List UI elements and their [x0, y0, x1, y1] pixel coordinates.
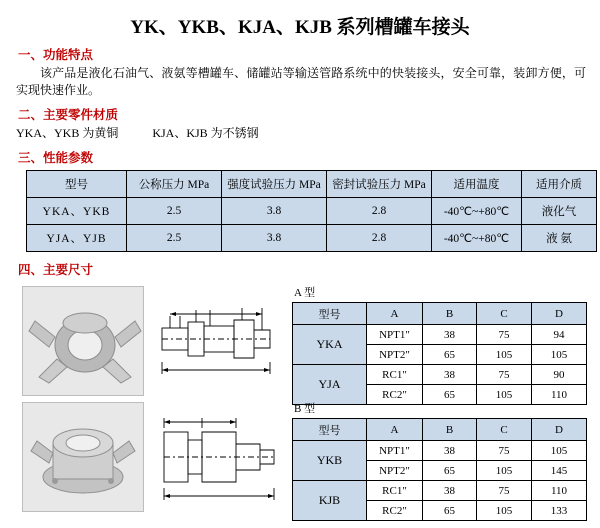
dimb-col-2: B	[423, 419, 477, 441]
perf-r0-c3: 2.8	[327, 198, 432, 225]
table-row	[293, 325, 587, 345]
perf-col-2: 强度试验压力 MPa	[222, 171, 327, 198]
table-header-row	[293, 419, 587, 441]
dima-r3-b: 65	[423, 385, 477, 405]
table-header-row	[293, 303, 587, 325]
dimb-r3-d: 133	[532, 501, 587, 521]
dimb-r2-c: 75	[477, 481, 532, 501]
perf-r1-c5: 液 氨	[522, 225, 597, 252]
perf-col-1: 公称压力 MPa	[127, 171, 222, 198]
section-heading-material: 二、主要零件材质	[18, 108, 119, 122]
dimb-model-0: YKB	[293, 441, 367, 481]
technical-drawing-b	[150, 402, 282, 510]
dima-r3-c: 105	[477, 385, 532, 405]
perf-col-4: 适用温度	[432, 171, 522, 198]
dima-model-0: YKA	[293, 325, 367, 365]
section-heading-features: 一、功能特点	[18, 48, 94, 62]
dimb-model-1: KJB	[293, 481, 367, 521]
dima-r0-a: NPT1"	[367, 325, 423, 345]
dimb-r3-b: 65	[423, 501, 477, 521]
dima-col-2: B	[423, 303, 477, 325]
dima-r2-c: 75	[477, 365, 532, 385]
section-heading-dimensions: 四、主要尺寸	[18, 263, 94, 277]
table-row	[293, 441, 587, 461]
performance-table	[26, 170, 597, 252]
table-header-row	[27, 171, 597, 198]
perf-r0-c2: 3.8	[222, 198, 327, 225]
dimb-r0-d: 105	[532, 441, 587, 461]
material-line	[16, 125, 586, 142]
dima-r3-d: 110	[532, 385, 587, 405]
dimb-r1-a: NPT2"	[367, 461, 423, 481]
perf-r0-c0: YKA、YKB	[27, 198, 127, 225]
dimb-r2-d: 110	[532, 481, 587, 501]
dima-r0-d: 94	[532, 325, 587, 345]
dimension-table-b	[292, 418, 587, 521]
dimension-table-a-wrap	[292, 284, 587, 405]
dima-r2-d: 90	[532, 365, 587, 385]
perf-r1-c2: 3.8	[222, 225, 327, 252]
page-title: YK、YKB、KJA、KJB 系列槽罐车接头	[130, 17, 470, 38]
dimb-r0-a: NPT1"	[367, 441, 423, 461]
dima-r2-a: RC1"	[367, 365, 423, 385]
dima-col-1: A	[367, 303, 423, 325]
dima-col-4: D	[532, 303, 587, 325]
dima-r3-a: RC2"	[367, 385, 423, 405]
material-right: KJA、KJB 为不锈钢	[152, 126, 259, 140]
dima-r1-d: 105	[532, 345, 587, 365]
perf-r1-c3: 2.8	[327, 225, 432, 252]
dimb-r2-a: RC1"	[367, 481, 423, 501]
dimension-table-b-label: B 型	[294, 403, 316, 415]
dima-r1-c: 105	[477, 345, 532, 365]
dimb-r2-b: 38	[423, 481, 477, 501]
dimb-r3-c: 105	[477, 501, 532, 521]
features-paragraph: 该产品是液化石油气、液氨等槽罐车、储罐站等输送管路系统中的快装接头，安全可靠，装卸方便，可实现快速作业。	[16, 66, 586, 97]
dimb-r0-c: 75	[477, 441, 532, 461]
dima-r1-b: 65	[423, 345, 477, 365]
perf-col-5: 适用介质	[522, 171, 597, 198]
material-left: YKA、YKB 为黄铜	[16, 126, 119, 140]
dimb-r1-d: 145	[532, 461, 587, 481]
dimension-table-b-wrap	[292, 400, 587, 521]
table-row	[293, 481, 587, 501]
product-photo-b	[22, 402, 144, 512]
section-heading-performance: 三、性能参数	[18, 151, 94, 165]
dima-r0-b: 38	[423, 325, 477, 345]
dimb-r1-c: 105	[477, 461, 532, 481]
dimb-r3-a: RC2"	[367, 501, 423, 521]
dimb-col-1: A	[367, 419, 423, 441]
perf-r0-c4: -40℃~+80℃	[432, 198, 522, 225]
perf-r1-c4: -40℃~+80℃	[432, 225, 522, 252]
dimension-table-a	[292, 302, 587, 405]
dimb-col-0: 型号	[293, 419, 367, 441]
perf-col-0: 型号	[27, 171, 127, 198]
dimb-r0-b: 38	[423, 441, 477, 461]
dimension-table-a-label: A 型	[294, 287, 316, 299]
perf-r1-c1: 2.5	[127, 225, 222, 252]
dimb-col-4: D	[532, 419, 587, 441]
perf-r0-c5: 液化气	[522, 198, 597, 225]
table-row	[27, 198, 597, 225]
document-page	[0, 12, 600, 528]
dima-col-0: 型号	[293, 303, 367, 325]
dima-col-3: C	[477, 303, 532, 325]
dima-r2-b: 38	[423, 365, 477, 385]
dima-r0-c: 75	[477, 325, 532, 345]
dima-model-1: YJA	[293, 365, 367, 405]
table-row	[27, 225, 597, 252]
technical-drawing-a	[150, 286, 282, 394]
dimb-col-3: C	[477, 419, 532, 441]
perf-r1-c0: YJA、YJB	[27, 225, 127, 252]
dimb-r1-b: 65	[423, 461, 477, 481]
product-photo-a	[22, 286, 144, 396]
table-row	[293, 365, 587, 385]
perf-r0-c1: 2.5	[127, 198, 222, 225]
perf-col-3: 密封试验压力 MPa	[327, 171, 432, 198]
dima-r1-a: NPT2"	[367, 345, 423, 365]
